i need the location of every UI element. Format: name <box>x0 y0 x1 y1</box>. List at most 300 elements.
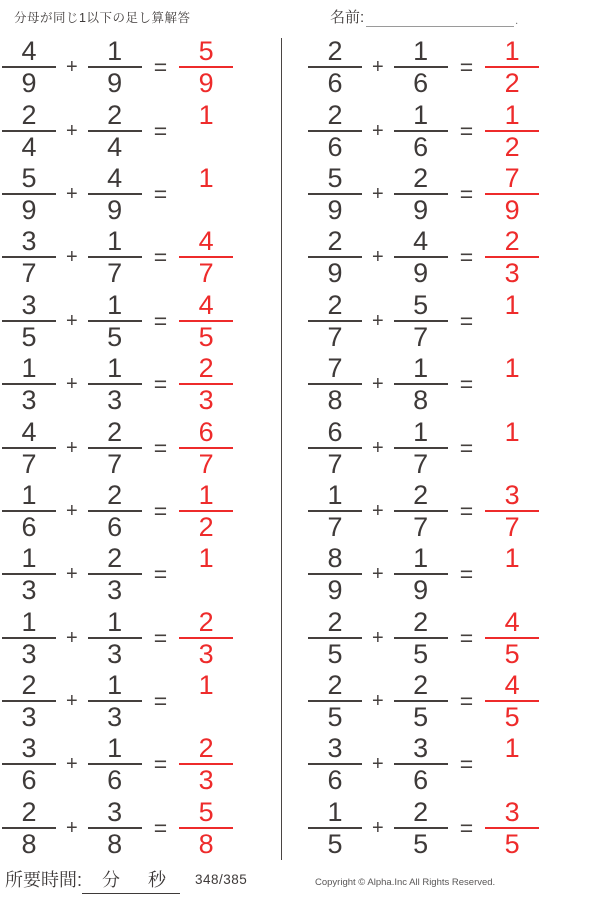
fraction-b <box>88 606 142 669</box>
answer-denominator: 9 <box>504 194 520 225</box>
answer-numerator: 1 <box>504 289 520 320</box>
page-number: 348/385 <box>195 872 248 887</box>
fraction-b-numerator: 1 <box>88 228 142 258</box>
equals-sign: = <box>459 54 474 81</box>
fraction-a <box>2 38 56 97</box>
plus-operator: + <box>372 563 384 586</box>
plus-operator: + <box>66 690 78 713</box>
fraction-b-denominator: 4 <box>107 131 123 162</box>
name-field <box>330 6 518 27</box>
fraction-a <box>308 99 362 162</box>
answer-numerator: 1 <box>504 353 520 384</box>
answer-denominator <box>485 385 539 414</box>
problem-row <box>2 733 233 796</box>
problem-row <box>308 99 539 162</box>
equals-sign: = <box>153 561 168 588</box>
fraction-a <box>308 545 362 604</box>
problem-row <box>308 163 539 226</box>
answer-denominator <box>179 575 233 604</box>
answer-numerator: 2 <box>179 355 233 385</box>
equals-sign: = <box>153 54 168 81</box>
problem-row <box>308 543 539 606</box>
fraction-b-denominator: 9 <box>413 194 429 225</box>
answer-denominator <box>485 322 539 351</box>
fraction-b <box>88 796 142 859</box>
fraction-b <box>394 38 448 97</box>
fraction-b <box>88 162 142 225</box>
fraction-a-numerator: 4 <box>2 38 56 68</box>
fraction-b <box>394 796 448 859</box>
fraction-a-denominator: 7 <box>327 321 343 352</box>
plus-operator: + <box>66 373 78 396</box>
answer-denominator <box>485 765 539 794</box>
answer-numerator: 1 <box>485 38 539 68</box>
answer-fraction <box>485 289 539 351</box>
fraction-b-numerator: 1 <box>88 292 142 322</box>
fraction-b <box>88 416 142 479</box>
fraction-b-numerator: 1 <box>88 609 142 639</box>
problem-row <box>2 480 233 543</box>
problem-row <box>2 36 233 99</box>
plus-operator: + <box>372 246 384 269</box>
plus-operator: + <box>372 373 384 396</box>
fraction-a-numerator: 5 <box>2 165 56 195</box>
equals-sign: = <box>459 244 474 271</box>
fraction-b-denominator: 5 <box>413 638 429 669</box>
fraction-a-denominator: 9 <box>327 575 343 606</box>
name-blank-line <box>366 11 514 27</box>
answer-numerator: 1 <box>504 543 520 574</box>
fraction-a-denominator: 5 <box>21 321 37 352</box>
fraction-a <box>2 162 56 225</box>
answer-numerator: 3 <box>485 799 539 829</box>
answer-numerator: 2 <box>179 735 233 765</box>
answer-fraction <box>179 99 233 161</box>
answer-denominator: 2 <box>504 131 520 162</box>
equals-sign: = <box>459 688 474 715</box>
plus-operator: + <box>372 626 384 649</box>
answer-denominator: 9 <box>198 68 214 99</box>
fraction-b-denominator: 6 <box>107 511 123 542</box>
problem-row <box>308 416 539 479</box>
fraction-b-numerator: 2 <box>394 609 448 639</box>
problem-row <box>2 353 233 416</box>
fraction-b <box>88 479 142 542</box>
equals-sign: = <box>459 371 474 398</box>
column-divider-line <box>281 38 282 860</box>
problem-row <box>308 607 539 670</box>
fraction-b-denominator: 8 <box>413 385 429 416</box>
plus-operator: + <box>66 753 78 776</box>
plus-operator: + <box>66 563 78 586</box>
plus-operator: + <box>372 119 384 142</box>
plus-operator: + <box>372 309 384 332</box>
problem-row <box>308 670 539 733</box>
answer-numerator: 5 <box>179 799 233 829</box>
equals-sign: = <box>459 561 474 588</box>
plus-operator: + <box>372 499 384 522</box>
answer-fraction <box>485 545 539 604</box>
fraction-b <box>88 289 142 352</box>
fraction-b-denominator: 3 <box>107 702 123 733</box>
fraction-a-numerator: 2 <box>308 228 362 258</box>
equals-sign: = <box>153 688 168 715</box>
plus-operator: + <box>66 816 78 839</box>
fraction-a <box>308 735 362 794</box>
fraction-a-numerator: 1 <box>2 355 56 385</box>
fraction-b-numerator: 1 <box>88 355 142 385</box>
answer-numerator: 6 <box>179 419 233 449</box>
fraction-b-numerator: 2 <box>88 545 142 575</box>
equals-sign: = <box>459 814 474 841</box>
fraction-a-numerator: 3 <box>308 735 362 765</box>
problem-row <box>2 797 233 860</box>
answer-numerator: 4 <box>485 672 539 702</box>
fraction-b <box>88 735 142 794</box>
fraction-a-denominator: 8 <box>21 828 37 859</box>
answer-denominator: 5 <box>198 321 214 352</box>
plus-operator: + <box>372 690 384 713</box>
fraction-b <box>88 545 142 604</box>
answer-numerator: 1 <box>198 162 214 193</box>
answer-numerator: 1 <box>504 416 520 447</box>
answer-numerator: 1 <box>179 482 233 512</box>
fraction-a-denominator: 9 <box>21 194 37 225</box>
answer-fraction <box>179 606 233 669</box>
fraction-b-numerator: 4 <box>88 165 142 195</box>
plus-operator: + <box>372 436 384 459</box>
answer-denominator: 7 <box>198 258 214 289</box>
fraction-a-numerator: 7 <box>308 355 362 385</box>
answer-denominator: 3 <box>198 385 214 416</box>
fraction-a <box>308 289 362 352</box>
fraction-a-numerator: 2 <box>308 609 362 639</box>
answer-fraction <box>179 355 233 414</box>
fraction-b-numerator: 2 <box>394 482 448 512</box>
fraction-a-denominator: 5 <box>327 638 343 669</box>
answer-fraction <box>179 672 233 731</box>
answer-denominator <box>485 575 539 604</box>
fraction-b-numerator: 1 <box>394 38 448 68</box>
answer-denominator: 3 <box>198 765 214 796</box>
fraction-b-denominator: 6 <box>107 765 123 796</box>
fraction-a <box>308 672 362 731</box>
answer-fraction <box>179 479 233 542</box>
fraction-a <box>2 289 56 352</box>
fraction-b-numerator: 5 <box>394 292 448 322</box>
fraction-a <box>308 416 362 479</box>
equals-sign: = <box>153 751 168 778</box>
plus-operator: + <box>372 753 384 776</box>
fraction-a-denominator: 5 <box>327 828 343 859</box>
fraction-a-numerator: 2 <box>2 799 56 829</box>
fraction-a <box>2 672 56 731</box>
fraction-b-numerator: 3 <box>394 735 448 765</box>
fraction-b-denominator: 7 <box>107 448 123 479</box>
name-label: 名前: <box>330 9 365 26</box>
answer-denominator: 8 <box>198 828 214 859</box>
answer-denominator: 5 <box>504 702 520 733</box>
equals-sign: = <box>459 434 474 461</box>
fraction-a <box>308 479 362 542</box>
answer-numerator: 2 <box>179 609 233 639</box>
answer-denominator: 3 <box>198 638 214 669</box>
fraction-b <box>88 99 142 162</box>
equals-sign: = <box>153 814 168 841</box>
plus-operator: + <box>66 182 78 205</box>
fraction-b-numerator: 2 <box>394 165 448 195</box>
fraction-a-denominator: 8 <box>327 385 343 416</box>
equals-sign: = <box>153 117 168 144</box>
equals-sign: = <box>153 244 168 271</box>
answer-denominator: 7 <box>198 448 214 479</box>
fraction-b-numerator: 1 <box>394 102 448 132</box>
equals-sign: = <box>459 497 474 524</box>
plus-operator: + <box>66 309 78 332</box>
fraction-b <box>394 672 448 731</box>
fraction-a-denominator: 7 <box>21 258 37 289</box>
problem-row <box>308 353 539 416</box>
equals-sign: = <box>459 751 474 778</box>
plus-operator: + <box>372 182 384 205</box>
answer-denominator <box>179 132 233 161</box>
answer-fraction <box>179 796 233 859</box>
fraction-b-denominator: 5 <box>107 321 123 352</box>
fraction-b <box>394 162 448 225</box>
fraction-a-numerator: 2 <box>308 292 362 322</box>
fraction-b-denominator: 7 <box>413 511 429 542</box>
answer-denominator <box>485 449 539 478</box>
fraction-a-numerator: 4 <box>2 419 56 449</box>
fraction-b <box>88 355 142 414</box>
equals-sign: = <box>459 624 474 651</box>
copyright-notice: Copyright © Alpha.Inc All Rights Reserved. <box>315 877 496 888</box>
fraction-b-denominator: 9 <box>413 258 429 289</box>
fraction-b-numerator: 1 <box>394 355 448 385</box>
equals-sign: = <box>459 117 474 144</box>
minutes-label: 分 <box>102 870 121 890</box>
answer-numerator: 3 <box>485 482 539 512</box>
fraction-a-numerator: 2 <box>308 102 362 132</box>
fraction-b-denominator: 6 <box>413 765 429 796</box>
fraction-a-denominator: 4 <box>21 131 37 162</box>
answer-numerator: 1 <box>198 99 214 130</box>
plus-operator: + <box>66 119 78 142</box>
fraction-b-numerator: 2 <box>88 102 142 132</box>
fraction-b-numerator: 1 <box>394 419 448 449</box>
answer-fraction <box>179 735 233 794</box>
problem-row <box>308 797 539 860</box>
fraction-b-denominator: 9 <box>107 68 123 99</box>
answer-numerator: 5 <box>179 38 233 68</box>
equals-sign: = <box>153 371 168 398</box>
problem-row <box>308 480 539 543</box>
answer-numerator: 1 <box>198 543 214 574</box>
fraction-a <box>2 355 56 414</box>
fraction-a-denominator: 7 <box>327 448 343 479</box>
fraction-b <box>394 228 448 287</box>
column-right <box>308 36 539 860</box>
fraction-b-denominator: 3 <box>107 638 123 669</box>
fraction-b <box>394 416 448 479</box>
equals-sign: = <box>153 624 168 651</box>
fraction-a-numerator: 1 <box>308 799 362 829</box>
answer-denominator <box>179 702 233 731</box>
fraction-a-numerator: 1 <box>2 545 56 575</box>
plus-operator: + <box>372 56 384 79</box>
fraction-b-numerator: 2 <box>394 799 448 829</box>
answer-fraction <box>179 545 233 604</box>
fraction-b-denominator: 3 <box>107 575 123 606</box>
answer-denominator: 5 <box>504 828 520 859</box>
problem-row <box>2 670 233 733</box>
fraction-a <box>2 228 56 287</box>
plus-operator: + <box>66 499 78 522</box>
fraction-b-denominator: 9 <box>413 575 429 606</box>
fraction-a-numerator: 1 <box>2 482 56 512</box>
fraction-b <box>394 606 448 669</box>
plus-operator: + <box>66 246 78 269</box>
fraction-b-numerator: 1 <box>88 38 142 68</box>
answer-fraction <box>485 162 539 225</box>
fraction-b <box>394 99 448 162</box>
fraction-a-numerator: 2 <box>308 672 362 702</box>
fraction-b-numerator: 2 <box>88 482 142 512</box>
answer-fraction <box>485 228 539 287</box>
fraction-a-denominator: 5 <box>327 702 343 733</box>
fraction-a-denominator: 7 <box>21 448 37 479</box>
elapsed-time-label: 所要時間: <box>5 870 83 890</box>
fraction-b-numerator: 1 <box>88 672 142 702</box>
answer-fraction <box>485 355 539 414</box>
problem-row <box>2 543 233 606</box>
plus-operator: + <box>372 816 384 839</box>
name-line-period: . <box>515 15 519 27</box>
page-title: 分母が同じ1以下の足し算解答 <box>14 11 191 25</box>
column-left <box>2 36 233 860</box>
fraction-b-denominator: 9 <box>107 194 123 225</box>
fraction-a <box>2 796 56 859</box>
fraction-a <box>2 479 56 542</box>
fraction-a-denominator: 9 <box>327 258 343 289</box>
fraction-a <box>308 355 362 414</box>
answer-fraction <box>485 735 539 794</box>
seconds-label: 秒 <box>148 870 167 890</box>
answer-fraction <box>179 38 233 97</box>
answer-numerator: 1 <box>504 733 520 764</box>
answer-denominator: 7 <box>504 511 520 542</box>
answer-fraction <box>485 479 539 542</box>
answer-fraction <box>485 796 539 859</box>
fraction-a-denominator: 6 <box>327 68 343 99</box>
elapsed-time-field <box>5 866 180 894</box>
fraction-b-denominator: 5 <box>413 702 429 733</box>
answer-fraction <box>179 416 233 479</box>
fraction-b-numerator: 3 <box>88 799 142 829</box>
fraction-b <box>394 289 448 352</box>
answer-numerator: 2 <box>485 228 539 258</box>
elapsed-time-blank-line <box>82 866 180 894</box>
fraction-b-denominator: 7 <box>107 258 123 289</box>
fraction-b <box>394 735 448 794</box>
answer-fraction <box>485 38 539 97</box>
fraction-a-denominator: 3 <box>21 638 37 669</box>
fraction-a-denominator: 3 <box>21 575 37 606</box>
answer-numerator: 1 <box>485 102 539 132</box>
answer-denominator: 3 <box>504 258 520 289</box>
fraction-a-denominator: 7 <box>327 511 343 542</box>
fraction-a-numerator: 2 <box>2 102 56 132</box>
fraction-a-numerator: 2 <box>2 672 56 702</box>
fraction-a-numerator: 5 <box>308 165 362 195</box>
answer-fraction <box>179 162 233 224</box>
problem-row <box>308 733 539 796</box>
equals-sign: = <box>153 307 168 334</box>
fraction-b-denominator: 7 <box>413 448 429 479</box>
fraction-a-denominator: 6 <box>21 765 37 796</box>
answer-fraction <box>179 228 233 287</box>
fraction-a-numerator: 1 <box>2 609 56 639</box>
fraction-a <box>308 796 362 859</box>
fraction-a-denominator: 3 <box>21 702 37 733</box>
problem-row <box>2 163 233 226</box>
fraction-b <box>88 38 142 97</box>
fraction-a <box>2 545 56 604</box>
fraction-b-denominator: 7 <box>413 321 429 352</box>
answer-fraction <box>485 672 539 731</box>
fraction-a-numerator: 2 <box>308 38 362 68</box>
answer-fraction <box>485 99 539 162</box>
answer-numerator: 1 <box>198 670 214 701</box>
equals-sign: = <box>459 307 474 334</box>
fraction-b-numerator: 1 <box>88 735 142 765</box>
answer-denominator <box>179 195 233 224</box>
problem-row <box>2 290 233 353</box>
fraction-a <box>308 162 362 225</box>
fraction-a <box>2 99 56 162</box>
problem-row <box>2 226 233 289</box>
problem-row <box>2 99 233 162</box>
fraction-b-denominator: 6 <box>413 131 429 162</box>
fraction-a <box>308 38 362 97</box>
fraction-a-denominator: 9 <box>21 68 37 99</box>
plus-operator: + <box>66 626 78 649</box>
plus-operator: + <box>66 56 78 79</box>
fraction-a-numerator: 8 <box>308 545 362 575</box>
fraction-b-numerator: 2 <box>88 419 142 449</box>
fraction-a-denominator: 9 <box>327 194 343 225</box>
fraction-a <box>2 416 56 479</box>
answer-denominator: 5 <box>504 638 520 669</box>
fraction-a-numerator: 3 <box>2 735 56 765</box>
fraction-a-denominator: 6 <box>327 765 343 796</box>
answer-numerator: 7 <box>485 165 539 195</box>
fraction-a-numerator: 3 <box>2 292 56 322</box>
fraction-a <box>2 606 56 669</box>
equals-sign: = <box>459 180 474 207</box>
fraction-b <box>394 479 448 542</box>
answer-numerator: 4 <box>179 228 233 258</box>
plus-operator: + <box>66 436 78 459</box>
answer-fraction <box>485 606 539 669</box>
fraction-a-denominator: 6 <box>327 131 343 162</box>
fraction-a <box>308 606 362 669</box>
fraction-b-denominator: 5 <box>413 828 429 859</box>
fraction-a-numerator: 1 <box>308 482 362 512</box>
fraction-a <box>308 228 362 287</box>
fraction-a-denominator: 3 <box>21 385 37 416</box>
fraction-b-numerator: 1 <box>394 545 448 575</box>
